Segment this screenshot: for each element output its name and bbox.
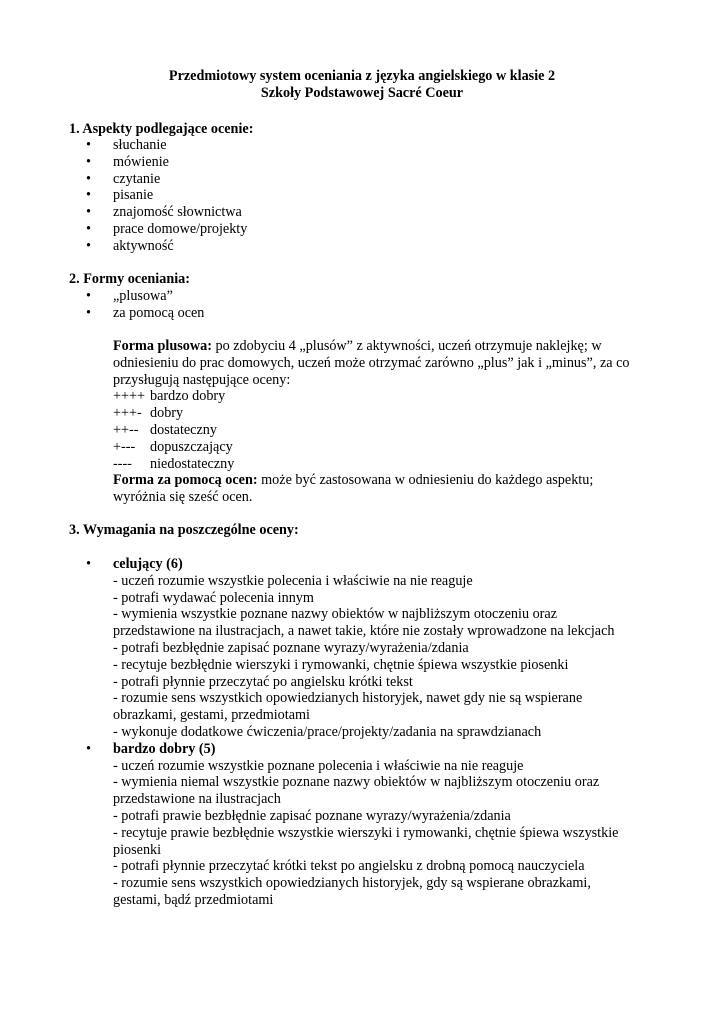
requirement-line: - uczeń rozumie wszystkie polecenia i właściwie na nie reaguje bbox=[113, 572, 473, 589]
list-item: • za pomocą ocen bbox=[86, 305, 204, 322]
requirement-line: gestami, bądź przedmiotami bbox=[113, 891, 274, 908]
requirement-line: - uczeń rozumie wszystkie poznane polecenia i właściwie na nie reaguje bbox=[113, 757, 524, 774]
list-item: • aktywność bbox=[86, 238, 247, 255]
requirement-line: - potrafi płynnie przeczytać po angielsku krótki tekst bbox=[113, 673, 413, 690]
list-item: • mówienie bbox=[86, 154, 247, 171]
requirement-line: - potrafi wydawać polecenia innym bbox=[113, 589, 314, 606]
title-line-1: Przedmiotowy system oceniania z języka angielskiego w klasie 2 bbox=[168, 68, 556, 84]
list-item: • słuchanie bbox=[86, 137, 247, 154]
grade-symbol: +++- bbox=[113, 405, 142, 422]
grade-row bbox=[113, 388, 653, 405]
grade-bardzo-dobry-heading: • bardzo dobry (5) bbox=[86, 741, 646, 758]
grade-name: dobry bbox=[150, 405, 184, 422]
grade-row bbox=[113, 405, 653, 422]
grades-form-label: Forma za pomocą ocen: bbox=[113, 472, 258, 489]
list-item: • czytanie bbox=[86, 171, 247, 188]
section-2-heading: 2. Formy oceniania: bbox=[69, 271, 190, 287]
list-item: • „plusowa” bbox=[86, 288, 204, 305]
plus-form-text-1: po zdobyciu 4 „plusów” z aktywności, uczeń otrzymuje naklejkę; w bbox=[211, 338, 602, 354]
grade-name: bardzo dobry bbox=[150, 388, 226, 405]
requirement-line: piosenki bbox=[113, 841, 162, 858]
requirement-line: obrazkami, gestami, przedmiotami bbox=[113, 707, 310, 724]
grade-name: dostateczny bbox=[150, 421, 217, 438]
requirement-line: - potrafi płynnie przeczytać krótki tekst po angielsku z drobną pomocą nauczyciela bbox=[113, 858, 585, 875]
grades-form-text-1: może być zastosowana w odniesieniu do każdego aspektu; bbox=[257, 472, 594, 489]
list-item: • prace domowe/projekty bbox=[86, 221, 247, 238]
document-title bbox=[0, 68, 724, 102]
requirement-line: przedstawione na ilustracjach, a nawet takie, które nie zostały wprowadzone na lekcjach bbox=[113, 623, 615, 640]
grade-row bbox=[113, 422, 653, 439]
grade-name: dopuszczający bbox=[150, 438, 233, 455]
requirement-line: - potrafi bezbłędnie zapisać poznane wyrazy/wyrażenia/zdania bbox=[113, 639, 469, 656]
grade-row bbox=[113, 456, 653, 473]
section-3-heading: 3. Wymagania na poszczególne oceny: bbox=[69, 522, 299, 538]
requirements-list bbox=[86, 556, 646, 909]
grades-form-text-2: wyróżnia się sześć ocen. bbox=[113, 489, 253, 506]
grade-symbol: +--- bbox=[113, 438, 136, 455]
grade-name: niedostateczny bbox=[150, 455, 235, 472]
grade-row bbox=[113, 439, 653, 456]
plus-form-text-3: przysługują następujące oceny: bbox=[113, 371, 291, 388]
requirement-line: - wymienia niemal wszystkie poznane nazwy obiektów w najbliższym otoczeniu oraz bbox=[113, 774, 600, 791]
grade-symbol: ---- bbox=[113, 455, 132, 472]
requirement-line: - wykonuje dodatkowe ćwiczenia/prace/projekty/zadania na sprawdzianach bbox=[113, 723, 542, 740]
grade-symbol: ++-- bbox=[113, 421, 139, 438]
list-item: • pisanie bbox=[86, 187, 247, 204]
grade-symbol: ++++ bbox=[113, 388, 146, 405]
requirement-line: - recytuje prawie bezbłędnie wszystkie wierszyki i rymowanki, chętnie śpiewa wszystkie bbox=[113, 824, 619, 841]
title-line-2: Szkoły Podstawowej Sacré Coeur bbox=[260, 84, 464, 101]
requirement-line: - recytuje bezbłędnie wierszyki i rymowanki, chętnie śpiewa wszystkie piosenki bbox=[113, 656, 569, 673]
list-item: • znajomość słownictwa bbox=[86, 204, 247, 221]
aspects-list bbox=[86, 137, 247, 255]
plus-form-paragraph bbox=[113, 338, 653, 506]
grade-celujacy-heading: • celujący (6) bbox=[86, 556, 646, 573]
plus-form-label: Forma plusowa: bbox=[113, 338, 212, 354]
forms-list bbox=[86, 288, 204, 322]
requirement-line: - rozumie sens wszystkich opowiedzianych historyjek, nawet gdy nie są wspierane bbox=[113, 690, 583, 707]
requirement-line: - wymienia wszystkie poznane nazwy obiektów w najbliższym otoczeniu oraz bbox=[113, 606, 558, 623]
section-1-heading: 1. Aspekty podlegające ocenie: bbox=[69, 121, 254, 137]
requirement-line: - rozumie sens wszystkich opowiedzianych historyjek, gdy są wspierane obrazkami, bbox=[113, 875, 591, 892]
requirement-line: przedstawione na ilustracjach bbox=[113, 791, 281, 808]
plus-form-text-2: odniesieniu do prac domowych, uczeń może otrzymać zarówno „plus” jak i „minus”, za co bbox=[113, 354, 630, 371]
requirement-line: - potrafi prawie bezbłędnie zapisać poznane wyrazy/wyrażenia/zdania bbox=[113, 807, 511, 824]
